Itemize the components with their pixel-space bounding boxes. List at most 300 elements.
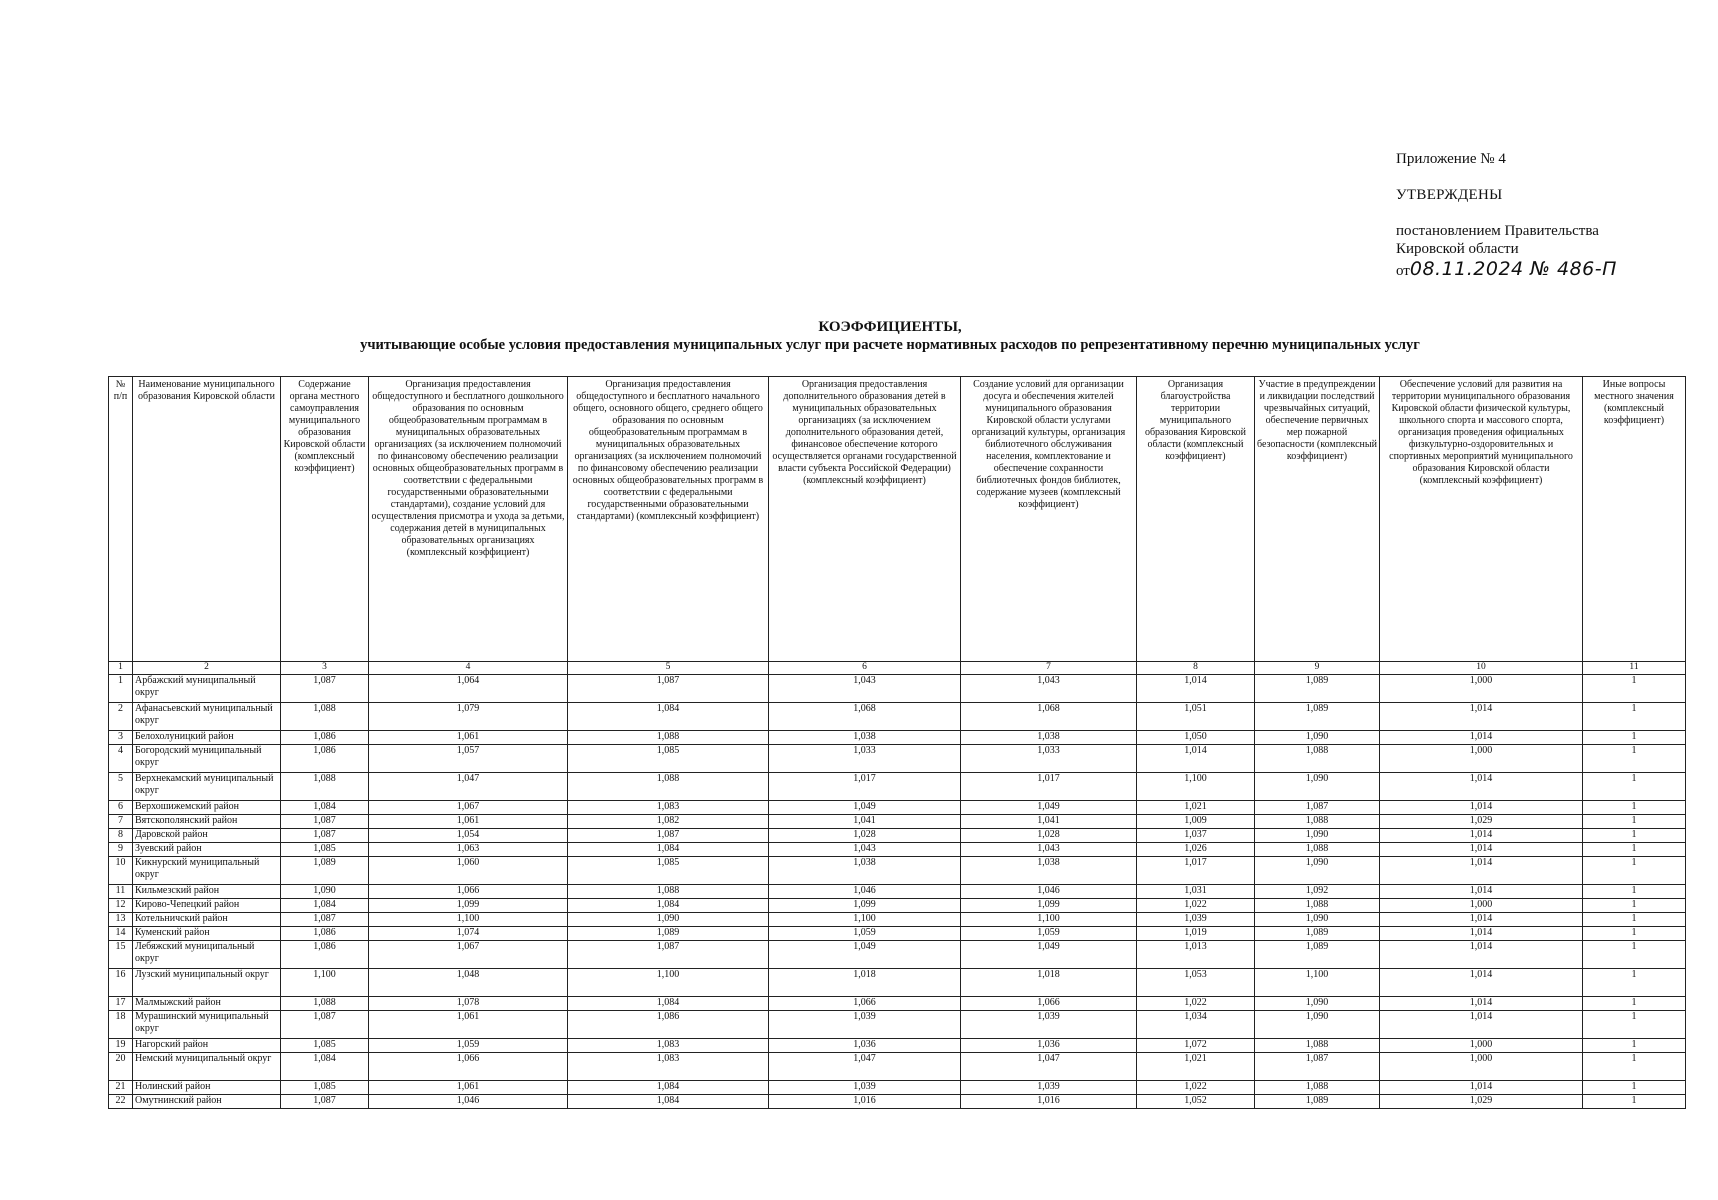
column-header-10: Обеспечение условий для развития на территории муниципального образования Кировской области физической культуры, школьного спорта и массового спорта, организация проведения официальных физкультурно-оздоровительных и спортивных мероприятий муниципального образования Кировской области (комплексный коэффициент) xyxy=(1380,377,1583,662)
coefficient-cell-col7: 1,066 xyxy=(961,997,1137,1011)
coefficient-cell-col9: 1,089 xyxy=(1255,1095,1380,1109)
approved-by-line1: постановлением Правительства xyxy=(1396,223,1599,239)
row-number: 7 xyxy=(109,815,133,829)
municipality-name: Нагорский район xyxy=(133,1039,281,1053)
table-row xyxy=(109,1053,1686,1081)
column-header-3: Содержание органа местного самоуправления муниципального образования Кировской области (комплексный коэффициент) xyxy=(281,377,369,662)
coefficient-cell-col8: 1,017 xyxy=(1137,857,1255,885)
municipality-name: Мурашинский муниципальный округ xyxy=(133,1011,281,1039)
municipality-name: Верхнекамский муниципальный округ xyxy=(133,773,281,801)
column-number-3: 3 xyxy=(281,662,369,675)
coefficient-cell-col7: 1,036 xyxy=(961,1039,1137,1053)
coefficient-cell-col7: 1,028 xyxy=(961,829,1137,843)
coefficient-cell-col5: 1,084 xyxy=(568,843,769,857)
coefficient-cell-col3: 1,090 xyxy=(281,885,369,899)
coefficient-cell-col7: 1,047 xyxy=(961,1053,1137,1081)
coefficient-cell-col5: 1,083 xyxy=(568,801,769,815)
coefficient-cell-col5: 1,088 xyxy=(568,773,769,801)
municipality-name: Арбажский муниципальный округ xyxy=(133,675,281,703)
coefficient-cell-col9: 1,092 xyxy=(1255,885,1380,899)
coefficient-cell-col10: 1,014 xyxy=(1380,773,1583,801)
coefficient-cell-col8: 1,013 xyxy=(1137,941,1255,969)
coefficient-cell-col7: 1,039 xyxy=(961,1081,1137,1095)
column-number-10: 10 xyxy=(1380,662,1583,675)
column-number-row xyxy=(109,662,1686,675)
column-header-8: Организация благоустройства территории муниципального образования Кировской области (комплексный коэффициент) xyxy=(1137,377,1255,662)
coefficient-cell-col10: 1,014 xyxy=(1380,941,1583,969)
title-subtitle: учитывающие особые условия предоставления муниципальных услуг при расчете нормативных расходов по репрезентативному перечню муниципальных услуг xyxy=(360,337,1420,353)
coefficient-cell-col5: 1,084 xyxy=(568,1095,769,1109)
coefficient-cell-col5: 1,085 xyxy=(568,857,769,885)
coefficient-cell-col4: 1,066 xyxy=(369,1053,568,1081)
table-row xyxy=(109,731,1686,745)
coefficient-cell-col4: 1,066 xyxy=(369,885,568,899)
coefficient-cell-col5: 1,084 xyxy=(568,1081,769,1095)
row-number: 16 xyxy=(109,969,133,997)
coefficient-cell-col5: 1,083 xyxy=(568,1039,769,1053)
coefficient-cell-col9: 1,088 xyxy=(1255,815,1380,829)
coefficient-cell-col3: 1,085 xyxy=(281,843,369,857)
coefficient-cell-col6: 1,033 xyxy=(769,745,961,773)
coefficient-cell-col6: 1,038 xyxy=(769,731,961,745)
coefficient-cell-col6: 1,066 xyxy=(769,997,961,1011)
coefficient-cell-col11: 1 xyxy=(1583,941,1686,969)
row-number: 13 xyxy=(109,913,133,927)
coefficient-cell-col8: 1,039 xyxy=(1137,913,1255,927)
row-number: 15 xyxy=(109,941,133,969)
coefficient-cell-col7: 1,039 xyxy=(961,1011,1137,1039)
municipality-name: Верхошижемский район xyxy=(133,801,281,815)
coefficient-cell-col3: 1,087 xyxy=(281,1095,369,1109)
coefficient-cell-col6: 1,036 xyxy=(769,1039,961,1053)
coefficient-cell-col7: 1,059 xyxy=(961,927,1137,941)
row-number: 17 xyxy=(109,997,133,1011)
table-row xyxy=(109,773,1686,801)
coefficient-cell-col8: 1,052 xyxy=(1137,1095,1255,1109)
table-row xyxy=(109,1081,1686,1095)
municipality-name: Даровской район xyxy=(133,829,281,843)
coefficient-cell-col3: 1,087 xyxy=(281,829,369,843)
coefficient-cell-col3: 1,084 xyxy=(281,801,369,815)
coefficient-cell-col3: 1,086 xyxy=(281,731,369,745)
row-number: 6 xyxy=(109,801,133,815)
coefficient-cell-col6: 1,043 xyxy=(769,843,961,857)
column-header-11: Иные вопросы местного значения (комплексный коэффициент) xyxy=(1583,377,1686,662)
coefficient-cell-col4: 1,060 xyxy=(369,857,568,885)
coefficient-cell-col10: 1,014 xyxy=(1380,703,1583,731)
coefficient-cell-col3: 1,086 xyxy=(281,927,369,941)
coefficient-cell-col5: 1,084 xyxy=(568,703,769,731)
coefficient-cell-col3: 1,100 xyxy=(281,969,369,997)
column-header-6: Организация предоставления дополнительного образования детей в муниципальных образовательных организациях (за исключением дополнительного образования детей, финансовое обеспечение которого осуществляется органами государственной власти субъекта Российской Федерации) (комплексный коэффициент) xyxy=(769,377,961,662)
header-row xyxy=(109,377,1686,662)
coefficient-cell-col6: 1,018 xyxy=(769,969,961,997)
coefficient-cell-col3: 1,088 xyxy=(281,773,369,801)
coefficient-cell-col9: 1,090 xyxy=(1255,913,1380,927)
table-row xyxy=(109,997,1686,1011)
coefficient-cell-col9: 1,089 xyxy=(1255,703,1380,731)
coefficient-cell-col11: 1 xyxy=(1583,997,1686,1011)
coefficient-cell-col11: 1 xyxy=(1583,773,1686,801)
coefficient-cell-col11: 1 xyxy=(1583,815,1686,829)
coefficient-cell-col5: 1,088 xyxy=(568,885,769,899)
coefficient-cell-col9: 1,090 xyxy=(1255,1011,1380,1039)
coefficient-cell-col7: 1,046 xyxy=(961,885,1137,899)
table-row xyxy=(109,941,1686,969)
coefficient-cell-col4: 1,061 xyxy=(369,1081,568,1095)
coefficient-cell-col11: 1 xyxy=(1583,885,1686,899)
municipality-name: Лузский муниципальный округ xyxy=(133,969,281,997)
coefficient-cell-col9: 1,089 xyxy=(1255,675,1380,703)
coefficient-cell-col8: 1,037 xyxy=(1137,829,1255,843)
coefficient-cell-col10: 1,000 xyxy=(1380,675,1583,703)
table-row xyxy=(109,829,1686,843)
coefficient-cell-col8: 1,031 xyxy=(1137,885,1255,899)
column-number-9: 9 xyxy=(1255,662,1380,675)
coefficient-cell-col8: 1,050 xyxy=(1137,731,1255,745)
municipality-name: Малмыжский район xyxy=(133,997,281,1011)
coefficient-cell-col11: 1 xyxy=(1583,857,1686,885)
coefficient-cell-col6: 1,039 xyxy=(769,1081,961,1095)
coefficient-cell-col10: 1,014 xyxy=(1380,969,1583,997)
row-number: 20 xyxy=(109,1053,133,1081)
table-row xyxy=(109,969,1686,997)
coefficient-cell-col6: 1,028 xyxy=(769,829,961,843)
coefficient-cell-col4: 1,061 xyxy=(369,1011,568,1039)
coefficient-cell-col11: 1 xyxy=(1583,731,1686,745)
coefficient-cell-col11: 1 xyxy=(1583,1011,1686,1039)
coefficient-cell-col7: 1,049 xyxy=(961,941,1137,969)
coefficient-cell-col7: 1,016 xyxy=(961,1095,1137,1109)
coefficient-cell-col11: 1 xyxy=(1583,913,1686,927)
coefficient-cell-col6: 1,016 xyxy=(769,1095,961,1109)
coefficient-cell-col9: 1,090 xyxy=(1255,731,1380,745)
coefficient-cell-col9: 1,090 xyxy=(1255,773,1380,801)
coefficient-cell-col9: 1,090 xyxy=(1255,829,1380,843)
coefficient-cell-col6: 1,038 xyxy=(769,857,961,885)
coefficient-cell-col4: 1,100 xyxy=(369,913,568,927)
table-row xyxy=(109,703,1686,731)
coefficient-cell-col7: 1,043 xyxy=(961,675,1137,703)
coefficient-cell-col5: 1,085 xyxy=(568,745,769,773)
row-number: 18 xyxy=(109,1011,133,1039)
appendix-block xyxy=(1396,150,1696,280)
row-number: 22 xyxy=(109,1095,133,1109)
coefficient-cell-col10: 1,014 xyxy=(1380,801,1583,815)
row-number: 5 xyxy=(109,773,133,801)
column-header-7: Создание условий для организации досуга и обеспечения жителей муниципального образования Кировской области услугами организаций культуры, организация библиотечного обслуживания населения, комплектование и обеспечение сохранности библиотечных фондов библиотек, содержание музеев (комплексный коэффициент) xyxy=(961,377,1137,662)
table-row xyxy=(109,1011,1686,1039)
coefficient-cell-col9: 1,088 xyxy=(1255,1081,1380,1095)
coefficient-cell-col9: 1,090 xyxy=(1255,997,1380,1011)
municipality-name: Афанасьевский муниципальный округ xyxy=(133,703,281,731)
table-row xyxy=(109,899,1686,913)
coefficient-cell-col9: 1,089 xyxy=(1255,927,1380,941)
coefficient-cell-col11: 1 xyxy=(1583,1095,1686,1109)
coefficient-cell-col6: 1,039 xyxy=(769,1011,961,1039)
coefficient-cell-col5: 1,088 xyxy=(568,731,769,745)
coefficient-cell-col7: 1,041 xyxy=(961,815,1137,829)
coefficient-cell-col10: 1,000 xyxy=(1380,1039,1583,1053)
municipality-name: Богородский муниципальный округ xyxy=(133,745,281,773)
coefficient-cell-col10: 1,000 xyxy=(1380,899,1583,913)
coefficient-cell-col10: 1,014 xyxy=(1380,1011,1583,1039)
municipality-name: Белохолуницкий район xyxy=(133,731,281,745)
coefficient-cell-col7: 1,038 xyxy=(961,857,1137,885)
row-number: 8 xyxy=(109,829,133,843)
municipality-name: Немский муниципальный округ xyxy=(133,1053,281,1081)
municipality-name: Вятскополянский район xyxy=(133,815,281,829)
table-row xyxy=(109,1039,1686,1053)
coefficient-cell-col5: 1,084 xyxy=(568,997,769,1011)
coefficient-cell-col4: 1,047 xyxy=(369,773,568,801)
coefficients-table xyxy=(108,376,1686,1109)
coefficient-cell-col3: 1,085 xyxy=(281,1081,369,1095)
coefficient-cell-col11: 1 xyxy=(1583,1039,1686,1053)
coefficient-cell-col6: 1,100 xyxy=(769,913,961,927)
coefficient-cell-col11: 1 xyxy=(1583,703,1686,731)
coefficient-cell-col3: 1,086 xyxy=(281,941,369,969)
coefficient-cell-col3: 1,087 xyxy=(281,1011,369,1039)
row-number: 1 xyxy=(109,675,133,703)
coefficient-cell-col5: 1,082 xyxy=(568,815,769,829)
column-number-8: 8 xyxy=(1137,662,1255,675)
coefficient-cell-col7: 1,017 xyxy=(961,773,1137,801)
coefficient-cell-col4: 1,063 xyxy=(369,843,568,857)
coefficient-cell-col10: 1,029 xyxy=(1380,1095,1583,1109)
row-number: 14 xyxy=(109,927,133,941)
coefficient-cell-col3: 1,087 xyxy=(281,675,369,703)
coefficient-cell-col4: 1,057 xyxy=(369,745,568,773)
coefficient-cell-col10: 1,014 xyxy=(1380,927,1583,941)
column-number-11: 11 xyxy=(1583,662,1686,675)
coefficient-cell-col10: 1,000 xyxy=(1380,1053,1583,1081)
coefficient-cell-col6: 1,046 xyxy=(769,885,961,899)
coefficient-cell-col7: 1,099 xyxy=(961,899,1137,913)
coefficient-cell-col5: 1,087 xyxy=(568,829,769,843)
table-row xyxy=(109,913,1686,927)
coefficient-cell-col5: 1,086 xyxy=(568,1011,769,1039)
coefficient-cell-col11: 1 xyxy=(1583,1053,1686,1081)
table-row xyxy=(109,745,1686,773)
coefficient-cell-col10: 1,000 xyxy=(1380,745,1583,773)
coefficient-cell-col6: 1,049 xyxy=(769,801,961,815)
coefficient-cell-col11: 1 xyxy=(1583,801,1686,815)
coefficient-cell-col7: 1,068 xyxy=(961,703,1137,731)
table-row xyxy=(109,1095,1686,1109)
coefficient-cell-col8: 1,019 xyxy=(1137,927,1255,941)
appendix-number: Приложение № 4 xyxy=(1396,151,1506,167)
approved-label: УТВЕРЖДЕНЫ xyxy=(1396,187,1503,203)
coefficient-cell-col5: 1,100 xyxy=(568,969,769,997)
coefficient-cell-col4: 1,099 xyxy=(369,899,568,913)
coefficient-cell-col7: 1,043 xyxy=(961,843,1137,857)
table-row xyxy=(109,843,1686,857)
municipality-name: Лебяжский муниципальный округ xyxy=(133,941,281,969)
date-prefix: от xyxy=(1396,263,1410,279)
row-number: 10 xyxy=(109,857,133,885)
coefficient-cell-col4: 1,064 xyxy=(369,675,568,703)
municipality-name: Кильмезский район xyxy=(133,885,281,899)
coefficient-cell-col4: 1,079 xyxy=(369,703,568,731)
municipality-name: Котельничский район xyxy=(133,913,281,927)
table-row xyxy=(109,675,1686,703)
coefficient-cell-col8: 1,051 xyxy=(1137,703,1255,731)
municipality-name: Зуевский район xyxy=(133,843,281,857)
resolution-date-number xyxy=(1396,260,1696,280)
column-header-2: Наименование муниципального образования Кировской области xyxy=(133,377,281,662)
coefficient-cell-col9: 1,089 xyxy=(1255,941,1380,969)
coefficient-cell-col4: 1,061 xyxy=(369,815,568,829)
municipality-name: Кикнурский муниципальный округ xyxy=(133,857,281,885)
coefficient-cell-col3: 1,088 xyxy=(281,997,369,1011)
coefficient-cell-col11: 1 xyxy=(1583,843,1686,857)
coefficient-cell-col11: 1 xyxy=(1583,745,1686,773)
coefficient-cell-col9: 1,088 xyxy=(1255,843,1380,857)
table-row xyxy=(109,885,1686,899)
coefficient-cell-col8: 1,026 xyxy=(1137,843,1255,857)
row-number: 21 xyxy=(109,1081,133,1095)
coefficient-cell-col5: 1,090 xyxy=(568,913,769,927)
municipality-name: Омутнинский район xyxy=(133,1095,281,1109)
coefficient-cell-col10: 1,014 xyxy=(1380,829,1583,843)
coefficient-cell-col4: 1,074 xyxy=(369,927,568,941)
coefficient-cell-col9: 1,090 xyxy=(1255,857,1380,885)
coefficient-cell-col4: 1,061 xyxy=(369,731,568,745)
row-number: 3 xyxy=(109,731,133,745)
municipality-name: Кирово-Чепецкий район xyxy=(133,899,281,913)
coefficient-cell-col9: 1,100 xyxy=(1255,969,1380,997)
column-number-7: 7 xyxy=(961,662,1137,675)
coefficient-cell-col10: 1,014 xyxy=(1380,885,1583,899)
coefficient-cell-col11: 1 xyxy=(1583,675,1686,703)
column-header-9: Участие в предупреждении и ликвидации последствий чрезвычайных ситуаций, обеспечение первичных мер пожарной безопасности (комплексный коэффициент) xyxy=(1255,377,1380,662)
column-header-4: Организация предоставления общедоступного и бесплатного дошкольного образования по основным общеобразовательным программам в муниципальных образовательных организациях (за исключением полномочий по финансовому обеспечению реализации основных общеобразовательных программ в соответствии с федеральными государственными образовательными стандартами), создание условий для осуществления присмотра и ухода за детьми, содержания детей в муниципальных образовательных организациях (комплексный коэффициент) xyxy=(369,377,568,662)
coefficient-cell-col3: 1,085 xyxy=(281,1039,369,1053)
coefficient-cell-col10: 1,014 xyxy=(1380,857,1583,885)
coefficient-cell-col10: 1,014 xyxy=(1380,997,1583,1011)
coefficient-cell-col6: 1,047 xyxy=(769,1053,961,1081)
coefficient-cell-col10: 1,029 xyxy=(1380,815,1583,829)
coefficient-cell-col4: 1,078 xyxy=(369,997,568,1011)
coefficient-cell-col5: 1,084 xyxy=(568,899,769,913)
coefficient-cell-col6: 1,059 xyxy=(769,927,961,941)
coefficient-cell-col3: 1,084 xyxy=(281,1053,369,1081)
row-number: 19 xyxy=(109,1039,133,1053)
coefficient-cell-col9: 1,087 xyxy=(1255,1053,1380,1081)
coefficient-cell-col8: 1,053 xyxy=(1137,969,1255,997)
coefficient-cell-col3: 1,084 xyxy=(281,899,369,913)
coefficient-cell-col9: 1,088 xyxy=(1255,1039,1380,1053)
coefficient-cell-col11: 1 xyxy=(1583,969,1686,997)
column-header-5: Организация предоставления общедоступного и бесплатного начального общего, основного общего, среднего общего образования по основным общеобразовательным программам в муниципальных образовательных организациях (за исключением полномочий по финансовому обеспечению реализации основных общеобразовательных программ в соответствии с федеральными государственными образовательными стандартами) (комплексный коэффициент) xyxy=(568,377,769,662)
table-row xyxy=(109,857,1686,885)
column-number-2: 2 xyxy=(133,662,281,675)
coefficient-cell-col3: 1,086 xyxy=(281,745,369,773)
coefficient-cell-col10: 1,014 xyxy=(1380,1081,1583,1095)
row-number: 11 xyxy=(109,885,133,899)
coefficient-cell-col3: 1,089 xyxy=(281,857,369,885)
coefficient-cell-col8: 1,014 xyxy=(1137,675,1255,703)
coefficient-cell-col3: 1,087 xyxy=(281,913,369,927)
approved-by-line2: Кировской области xyxy=(1396,241,1519,257)
coefficient-cell-col4: 1,046 xyxy=(369,1095,568,1109)
column-number-5: 5 xyxy=(568,662,769,675)
column-header-1: № п/п xyxy=(109,377,133,662)
coefficient-cell-col4: 1,048 xyxy=(369,969,568,997)
document-title xyxy=(100,318,1680,354)
coefficient-cell-col8: 1,100 xyxy=(1137,773,1255,801)
coefficient-cell-col3: 1,087 xyxy=(281,815,369,829)
coefficient-cell-col5: 1,089 xyxy=(568,927,769,941)
coefficient-cell-col8: 1,022 xyxy=(1137,1081,1255,1095)
municipality-name: Нолинский район xyxy=(133,1081,281,1095)
coefficient-cell-col6: 1,041 xyxy=(769,815,961,829)
coefficient-cell-col8: 1,022 xyxy=(1137,899,1255,913)
table-row xyxy=(109,815,1686,829)
coefficient-cell-col10: 1,014 xyxy=(1380,843,1583,857)
handwritten-date-number: 08.11.2024 № 486-П xyxy=(1409,258,1617,280)
coefficient-cell-col8: 1,009 xyxy=(1137,815,1255,829)
title-main: КОЭФФИЦИЕНТЫ, xyxy=(818,319,962,335)
municipality-name: Куменский район xyxy=(133,927,281,941)
coefficient-cell-col10: 1,014 xyxy=(1380,731,1583,745)
coefficient-cell-col3: 1,088 xyxy=(281,703,369,731)
coefficient-cell-col8: 1,022 xyxy=(1137,997,1255,1011)
table-body xyxy=(109,675,1686,1109)
coefficient-cell-col11: 1 xyxy=(1583,829,1686,843)
coefficient-cell-col9: 1,087 xyxy=(1255,801,1380,815)
coefficient-cell-col4: 1,059 xyxy=(369,1039,568,1053)
coefficient-cell-col6: 1,068 xyxy=(769,703,961,731)
coefficient-cell-col8: 1,072 xyxy=(1137,1039,1255,1053)
coefficient-cell-col8: 1,021 xyxy=(1137,801,1255,815)
coefficient-cell-col6: 1,099 xyxy=(769,899,961,913)
coefficient-cell-col6: 1,049 xyxy=(769,941,961,969)
coefficient-cell-col4: 1,054 xyxy=(369,829,568,843)
coefficient-cell-col6: 1,017 xyxy=(769,773,961,801)
column-number-4: 4 xyxy=(369,662,568,675)
coefficient-cell-col4: 1,067 xyxy=(369,941,568,969)
coefficient-cell-col10: 1,014 xyxy=(1380,913,1583,927)
coefficient-cell-col9: 1,088 xyxy=(1255,745,1380,773)
table-row xyxy=(109,927,1686,941)
coefficient-cell-col7: 1,049 xyxy=(961,801,1137,815)
coefficient-cell-col8: 1,021 xyxy=(1137,1053,1255,1081)
coefficient-cell-col7: 1,018 xyxy=(961,969,1137,997)
row-number: 4 xyxy=(109,745,133,773)
coefficient-cell-col11: 1 xyxy=(1583,927,1686,941)
coefficient-cell-col11: 1 xyxy=(1583,1081,1686,1095)
coefficient-cell-col8: 1,014 xyxy=(1137,745,1255,773)
coefficient-cell-col7: 1,038 xyxy=(961,731,1137,745)
coefficient-cell-col4: 1,067 xyxy=(369,801,568,815)
coefficient-cell-col6: 1,043 xyxy=(769,675,961,703)
column-number-6: 6 xyxy=(769,662,961,675)
row-number: 2 xyxy=(109,703,133,731)
coefficient-cell-col5: 1,087 xyxy=(568,941,769,969)
row-number: 9 xyxy=(109,843,133,857)
table-row xyxy=(109,801,1686,815)
row-number: 12 xyxy=(109,899,133,913)
coefficient-cell-col9: 1,088 xyxy=(1255,899,1380,913)
coefficient-cell-col7: 1,100 xyxy=(961,913,1137,927)
coefficient-cell-col5: 1,083 xyxy=(568,1053,769,1081)
coefficient-cell-col8: 1,034 xyxy=(1137,1011,1255,1039)
coefficient-cell-col7: 1,033 xyxy=(961,745,1137,773)
column-number-1: 1 xyxy=(109,662,133,675)
coefficient-cell-col5: 1,087 xyxy=(568,675,769,703)
